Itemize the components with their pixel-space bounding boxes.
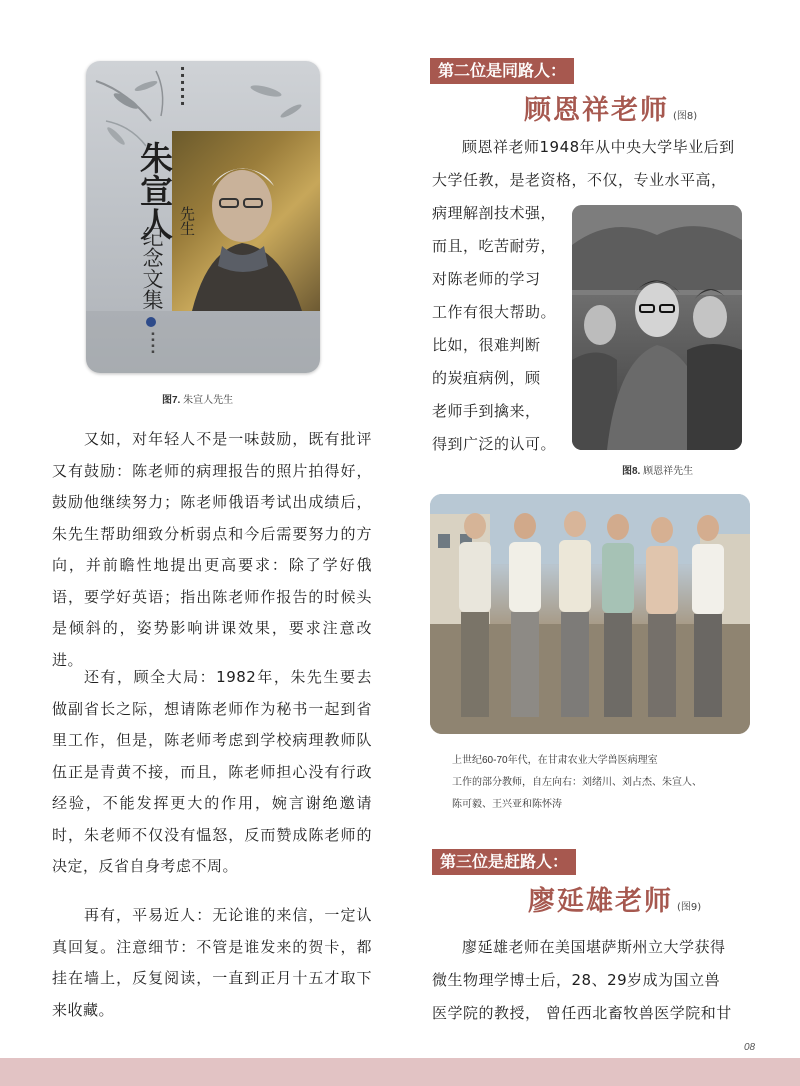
section2-line-1: 顾恩祥老师1948年从中央大学毕业后到: [462, 138, 735, 156]
group-caption-line: 工作的部分教师，自左向右：刘绪川、刘占杰、朱宣人、: [452, 777, 702, 788]
gu-enxiang-photo: [572, 205, 742, 450]
footer-bar: [0, 1058, 800, 1086]
section3-line-2: 微生物理学博士后，28、29岁成为国立兽: [432, 971, 721, 989]
fig7-number: 图7.: [162, 395, 181, 406]
left-paragraph-2: 还有，顾全大局：1982年，朱先生要去做副省长之际，想请陈老师作为秘书一起到省里工作，但是，陈老师考虑到学校病理教师队伍正是青黄不接，而且，陈老师担心没有行政经验，不能发挥更大的作用，婉言谢绝邀请时，朱老师不仅没有愠怒，反而赞成陈老师的决定，反省自身考虑不周。: [52, 668, 372, 875]
fig8-number: 图8.: [622, 466, 641, 477]
section2-tag: 第二位是同路人：: [430, 58, 574, 84]
group-caption-line: 上世纪60-70年代，在甘肃农业大学兽医病理室: [452, 755, 658, 766]
section3-line-3: 医学院的教授， 曾任西北畜牧兽医学院和甘: [432, 1004, 732, 1022]
section3-line-1: 廖延雄老师在美国堪萨斯州立大学获得: [462, 938, 726, 956]
cover-subtitle-small: 先生: [178, 206, 196, 236]
fig7-text: 朱宣人先生: [183, 395, 234, 406]
section2-narrow-line: 工作有很大帮助。: [432, 303, 557, 321]
section2-narrow-line: 而且，吃苦耐劳，: [432, 237, 557, 255]
fig8-text: 顾恩祥先生: [643, 466, 694, 477]
publisher-label: ▪▪▪▪: [150, 331, 156, 355]
series-label: ▪▪▪▪▪▪: [179, 65, 186, 107]
section3-tag: 第三位是赶路人：: [432, 849, 576, 875]
section2-narrow-line: 得到广泛的认可。: [432, 435, 557, 453]
publisher-logo-icon: [146, 317, 156, 327]
group-photo-caption: [452, 750, 752, 816]
section2-narrow-line: 比如，很难判断: [432, 336, 541, 354]
cover-title: 朱宣人: [135, 141, 174, 240]
fig7-caption: [162, 391, 233, 406]
group-caption-line: 陈可毅、王兴亚和陈怀涛: [452, 799, 562, 810]
page-number: 08: [744, 1042, 756, 1053]
section2-fig-ref: (图8): [673, 111, 698, 122]
section2-narrow-line: 对陈老师的学习: [432, 270, 541, 288]
left-paragraph-1: 又如，对年轻人不是一味鼓励，既有批评又有鼓励：陈老师的病理报告的照片拍得好，鼓励他继续努力；陈老师俄语考试出成绩后，朱先生帮助细致分析弱点和今后需要努力的方向，并前瞻性地提出更高要求：除了学好俄语，要学好英语；指出陈老师作报告的时候头是倾斜的，姿势影响讲课效果，要求注意改进。: [52, 430, 372, 669]
section2-narrow-line: 老师手到擒来，: [432, 402, 541, 420]
section2-name-text: 顾恩祥老师: [524, 95, 669, 126]
group-photo: [430, 494, 750, 734]
section3-name-text: 廖延雄老师: [528, 886, 673, 917]
section2-narrow-line: 病理解剖技术强，: [432, 204, 557, 222]
left-paragraph-3: 再有，平易近人：无论谁的来信，一定认真回复。注意细节：不管是谁发来的贺卡，都挂在墙上，反复阅读，一直到正月十五才取下来收藏。: [52, 906, 372, 1019]
section2-narrow-line: 的炭疽病例，顾: [432, 369, 541, 387]
section3-teacher-name: [528, 879, 701, 918]
cover-subtitle-large: 纪念文集: [140, 226, 164, 310]
section2-line-2: 大学任教，是老资格，不仅，专业水平高，: [432, 171, 727, 189]
section2-narrow-text: [432, 197, 567, 461]
section3-fig-ref: (图9): [677, 902, 702, 913]
section2-teacher-name: [524, 88, 697, 127]
fig8-caption: [622, 462, 693, 477]
book-cover-image: [86, 61, 320, 373]
